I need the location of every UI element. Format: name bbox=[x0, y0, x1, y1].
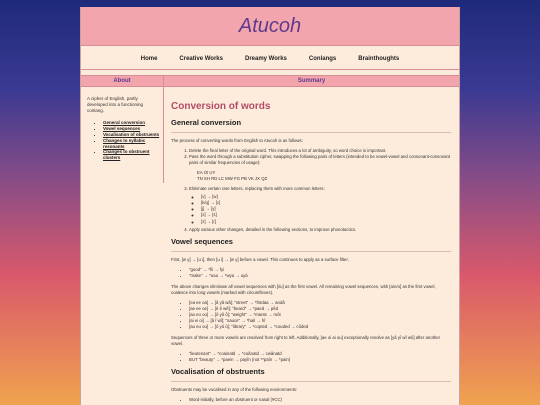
nav-creative-works[interactable]: Creative Works bbox=[179, 55, 223, 62]
list-item: • Word-initially, before an obstruent or nasal (#CC) bbox=[189, 397, 451, 403]
list-item: • [au eu ou] → [ô yû û]; "library" → *copted → *couded → côded bbox=[189, 324, 451, 330]
nav-dreamy-works[interactable]: Dreamy Works bbox=[244, 55, 287, 62]
list-item: ◦ [x] → [s] bbox=[201, 212, 451, 218]
list-item: 2. Pass the word through a substitution cipher, swapping the following pairs of letters (intended to be vowel-vowel and consonant-consonant pairs of similar frequencies of usage): bbox=[189, 154, 451, 166]
list-item: 1. Delete the final letter of the original word. This introduces a lot of ambiguity, so word choice is important. bbox=[189, 148, 451, 154]
toc-link-vowel-sequences[interactable]: Vowel sequences bbox=[103, 126, 141, 132]
toc-link-general-conversion[interactable]: General conversion bbox=[103, 120, 146, 126]
main-heading: Summary bbox=[164, 75, 459, 87]
list-item: • "lieutenant" → *coainatd → *coânatd → cwânatd bbox=[189, 351, 451, 357]
list-item: • [ai ei oi] → [â î wî]; "sauce" → *hail → hî bbox=[189, 318, 451, 324]
list-item: • BUT "beauty" → *paein → payîn (not **paîn → *pain) bbox=[189, 357, 451, 363]
toc-link-obstruent-clusters[interactable]: Changes to obstruent clusters bbox=[103, 149, 150, 161]
site-header bbox=[81, 7, 459, 46]
divider bbox=[171, 251, 451, 252]
page bbox=[80, 7, 460, 405]
conversion-steps bbox=[171, 148, 451, 167]
sidebar-heading: About bbox=[81, 75, 163, 87]
cipher-pairs bbox=[171, 170, 451, 183]
list-item: ◦ [j] → [y] bbox=[201, 206, 451, 212]
paragraph: The process of converting words from English to Atucoh is as follows: bbox=[171, 138, 303, 143]
section-heading-obstruents: Vocalisation of obstruents bbox=[171, 367, 265, 377]
environment-list bbox=[171, 397, 451, 403]
paragraph: Sequences of three or more vowels are resolved from right to left. Additionally, [ae oi ai ou] exceptionally resolve as [yâ yî wî wû] after another vowel. bbox=[171, 334, 441, 346]
main-column bbox=[164, 75, 459, 405]
columns bbox=[81, 75, 459, 405]
list-item: • [ea ee oa] → [â yâ wâ]; "street" → *fntdaa → andâ bbox=[189, 300, 451, 306]
section-heading-general: General conversion bbox=[171, 118, 242, 127]
list-item: • "make" → *uau → *wya → uyá bbox=[189, 273, 451, 279]
list-item: • [ao eo oo] → [ô yô ô]; "weight" → *mants → môt bbox=[189, 312, 451, 318]
divider bbox=[171, 381, 451, 382]
toc-item bbox=[103, 149, 163, 161]
conversion-steps-continued bbox=[171, 186, 451, 234]
paragraph: First, [w y] → [u i], then [u i] → [w y] before a vowel. This continues to apply as a surface filter. bbox=[171, 257, 349, 263]
sidebar bbox=[81, 75, 164, 183]
article bbox=[164, 87, 459, 403]
list-item: ◦ [z] → [r] bbox=[201, 219, 451, 225]
table-of-contents bbox=[81, 120, 163, 161]
replacement-list bbox=[189, 194, 451, 225]
list-item: 4. Apply various other changes, detailed in the following sections, to improve phonotactics. bbox=[189, 227, 451, 233]
list-item bbox=[189, 186, 451, 225]
vowel-pairs: EA OI UY bbox=[197, 169, 216, 175]
coalescence-list bbox=[171, 300, 451, 331]
nav-brainthoughts[interactable]: Brainthoughts bbox=[358, 55, 400, 62]
paragraph: Obstruents may be vocalised in any of the following environments: bbox=[171, 387, 298, 393]
list-item: ◦ [v] → [w] bbox=[201, 194, 451, 200]
site-title: Atucoh bbox=[238, 14, 302, 37]
nav-home[interactable]: Home bbox=[140, 55, 158, 62]
paragraph: The above changes eliminate all vowel sequences with [i/u] as the first vowel. All remaining vowel sequences, with [a/e/o] as the first vowel, coalesce into long vowels (marked with circumflexes). bbox=[171, 283, 436, 295]
list-item-text: Eliminate certain rare letters, replacing them with more common letters: bbox=[189, 185, 325, 191]
consonant-pairs: TN SH RD LC MW FG PB VK JX QZ bbox=[197, 176, 268, 182]
list-item: • "good" → *fii → fyi bbox=[189, 267, 451, 273]
article-title: Conversion of words bbox=[171, 101, 271, 112]
section-heading-vowel: Vowel sequences bbox=[171, 237, 233, 247]
toc-item bbox=[103, 138, 163, 150]
divider bbox=[171, 132, 451, 133]
nav-conlangs[interactable]: Conlangs bbox=[308, 55, 337, 62]
nav-bar bbox=[81, 48, 459, 70]
toc-link-vocalisation[interactable]: Vocalisation of obstruents bbox=[103, 131, 160, 137]
toc-link-syllabic-resonants[interactable]: Changes to syllabic resonants bbox=[103, 137, 146, 149]
example-list bbox=[171, 351, 451, 363]
list-item: • [ae ee oe] → [ê ê wê]; "beard" → *paed → pêd bbox=[189, 306, 451, 312]
list-item: ◦ [k/q] → [c] bbox=[201, 200, 451, 206]
example-list bbox=[171, 267, 451, 279]
about-text: A cipher of English, partly developed into a functioning conlang. bbox=[87, 96, 144, 114]
